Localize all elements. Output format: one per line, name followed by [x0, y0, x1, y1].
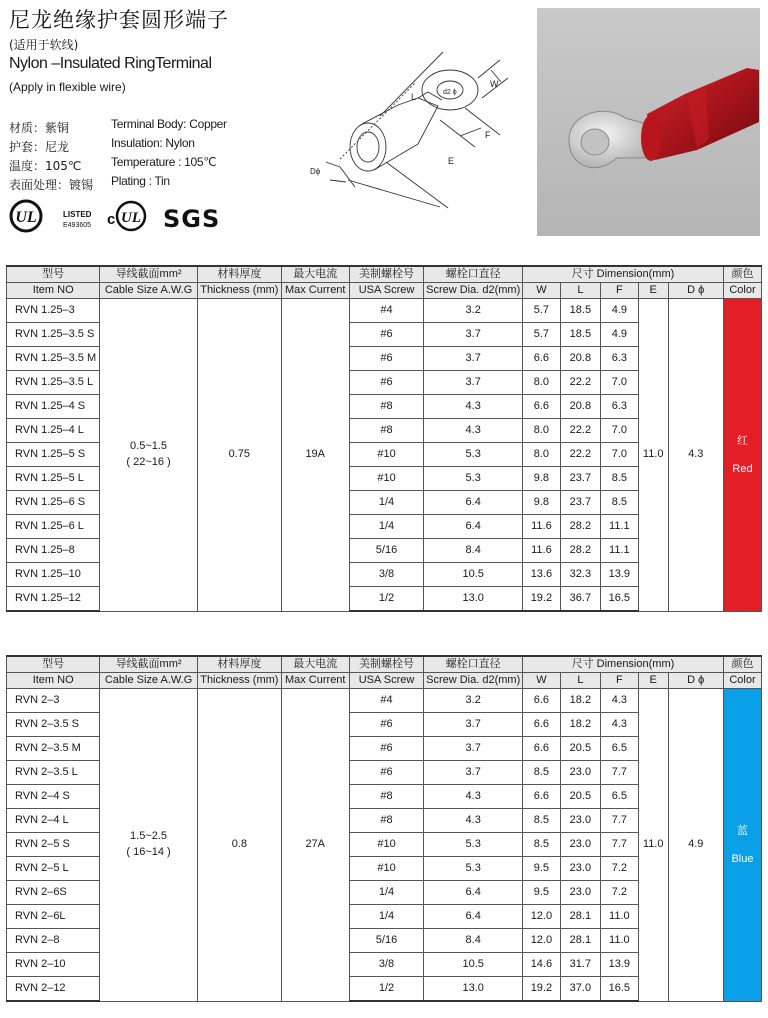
dim-w: 5.7: [522, 323, 560, 347]
usa-screw: 5/16: [349, 539, 424, 563]
dim-f: 16.5: [600, 587, 638, 612]
dim-l: 22.2: [560, 443, 600, 467]
table-row: [7, 299, 762, 323]
dim-l: 18.5: [560, 299, 600, 323]
dim-f: 7.7: [600, 809, 638, 833]
usa-screw: #8: [349, 809, 424, 833]
screw-diameter: 5.3: [424, 467, 522, 491]
dim-l: 18.2: [560, 689, 600, 713]
header-thickness-en: Thickness (mm): [197, 283, 281, 299]
cable-size-cell: [100, 299, 197, 612]
header-dia-en: Screw Dia. d2(mm): [424, 673, 522, 689]
header-current-en: Max Current: [281, 673, 349, 689]
header-color-en: Color: [723, 283, 761, 299]
usa-screw: #10: [349, 467, 424, 491]
usa-screw: #4: [349, 689, 424, 713]
item-number: RVN 2–5 S: [7, 833, 100, 857]
item-number: RVN 1.25–5 S: [7, 443, 100, 467]
dim-l: 37.0: [560, 977, 600, 1002]
screw-diameter: 3.7: [424, 737, 522, 761]
item-number: RVN 1.25–3.5 S: [7, 323, 100, 347]
header-color-en: Color: [723, 673, 761, 689]
item-number: RVN 1.25–6 L: [7, 515, 100, 539]
header-item-cn: 型号: [7, 656, 100, 673]
dim-w: 8.0: [522, 419, 560, 443]
header-current-cn: 最大电流: [281, 266, 349, 283]
header-d: D ϕ: [668, 673, 723, 689]
dim-w: 12.0: [522, 905, 560, 929]
dim-w: 6.6: [522, 785, 560, 809]
usa-screw: 1/4: [349, 515, 424, 539]
dim-d-cell: 4.3: [668, 299, 723, 612]
page-title-cn: 尼龙绝缘护套圆形端子: [9, 8, 229, 32]
dim-l: 23.7: [560, 467, 600, 491]
header-cable-en: Cable Size A.W.G: [100, 283, 197, 299]
header-l: L: [560, 283, 600, 299]
header-thickness-en: Thickness (mm): [197, 673, 281, 689]
dim-f: 7.0: [600, 443, 638, 467]
item-number: RVN 2–3.5 M: [7, 737, 100, 761]
screw-diameter: 5.3: [424, 833, 522, 857]
usa-screw: 3/8: [349, 563, 424, 587]
dim-w: 8.5: [522, 833, 560, 857]
screw-diameter: 13.0: [424, 587, 522, 612]
item-number: RVN 1.25–3.5 M: [7, 347, 100, 371]
spec-table-red: [6, 265, 762, 612]
dim-f: 13.9: [600, 563, 638, 587]
max-current-cell: 19A: [281, 299, 349, 612]
screw-diameter: 3.7: [424, 371, 522, 395]
dim-e-cell: 11.0: [638, 299, 668, 612]
item-number: RVN 1.25–10: [7, 563, 100, 587]
header-e: E: [638, 283, 668, 299]
listed-number: E493605: [63, 222, 92, 229]
dim-w: 8.5: [522, 761, 560, 785]
item-number: RVN 2–8: [7, 929, 100, 953]
dim-l: 28.1: [560, 929, 600, 953]
header-w: W: [522, 673, 560, 689]
dim-l: 28.1: [560, 905, 600, 929]
header-f: F: [600, 283, 638, 299]
dim-l: 22.2: [560, 419, 600, 443]
dim-f: 4.3: [600, 713, 638, 737]
dim-f: 4.3: [600, 689, 638, 713]
item-number: RVN 2–6S: [7, 881, 100, 905]
screw-diameter: 5.3: [424, 857, 522, 881]
dim-f: 11.0: [600, 929, 638, 953]
dim-l: 20.8: [560, 347, 600, 371]
header-cable-cn: 导线截面mm²: [100, 266, 197, 283]
screw-diameter: 4.3: [424, 785, 522, 809]
dim-f: 4.9: [600, 323, 638, 347]
dim-l: 23.0: [560, 833, 600, 857]
item-number: RVN 2–3.5 S: [7, 713, 100, 737]
dim-w: 6.6: [522, 689, 560, 713]
dim-f: 4.9: [600, 299, 638, 323]
dim-l: 18.2: [560, 713, 600, 737]
thickness-cell: 0.75: [197, 299, 281, 612]
dim-w: 8.0: [522, 443, 560, 467]
item-number: RVN 1.25–4 L: [7, 419, 100, 443]
dim-w: 11.6: [522, 539, 560, 563]
header-d: D ϕ: [668, 283, 723, 299]
header-screw-en: USA Screw: [349, 283, 424, 299]
header-w: W: [522, 283, 560, 299]
header-current-cn: 最大电流: [281, 656, 349, 673]
dim-f: 7.7: [600, 833, 638, 857]
header-dia-cn: 螺栓口直径: [424, 656, 522, 673]
screw-diameter: 6.4: [424, 515, 522, 539]
dim-f: 7.0: [600, 419, 638, 443]
header-thickness-cn: 材料厚度: [197, 656, 281, 673]
dim-l: 20.5: [560, 785, 600, 809]
usa-screw: 3/8: [349, 953, 424, 977]
diagram-label-w: W: [490, 79, 499, 89]
dim-w: 6.6: [522, 737, 560, 761]
usa-screw: 1/2: [349, 977, 424, 1002]
page-subtitle-cn: (适用于软线): [9, 38, 79, 52]
spec-table-blue: [6, 655, 762, 1002]
dim-l: 28.2: [560, 515, 600, 539]
dim-l: 23.0: [560, 761, 600, 785]
spec-temperature-en: Temperature : 105℃: [111, 155, 217, 169]
usa-screw: 1/4: [349, 905, 424, 929]
sgs-logo: SGS: [163, 205, 221, 233]
usa-screw: #6: [349, 347, 424, 371]
spec-insulation-en: Insulation: Nylon: [111, 136, 195, 150]
usa-screw: #6: [349, 737, 424, 761]
header-dia-cn: 螺栓口直径: [424, 266, 522, 283]
dim-f: 8.5: [600, 491, 638, 515]
dim-l: 36.7: [560, 587, 600, 612]
cable-size-cell: [100, 689, 197, 1002]
screw-diameter: 3.7: [424, 323, 522, 347]
dim-f: 6.3: [600, 347, 638, 371]
color-label-en: Red: [732, 462, 753, 475]
dim-w: 6.6: [522, 347, 560, 371]
dim-w: 19.2: [522, 977, 560, 1002]
item-number: RVN 2–12: [7, 977, 100, 1002]
color-label-en: Blue: [731, 852, 754, 865]
item-number: RVN 1.25–3: [7, 299, 100, 323]
dim-w: 6.6: [522, 713, 560, 737]
dim-w: 9.8: [522, 491, 560, 515]
dim-l: 32.3: [560, 563, 600, 587]
dim-f: 7.0: [600, 371, 638, 395]
dim-l: 23.0: [560, 857, 600, 881]
item-number: RVN 1.25–8: [7, 539, 100, 563]
page-subtitle-en: (Apply in flexible wire): [9, 80, 126, 94]
screw-diameter: 10.5: [424, 563, 522, 587]
screw-diameter: 4.3: [424, 395, 522, 419]
dim-f: 7.7: [600, 761, 638, 785]
dim-w: 8.0: [522, 371, 560, 395]
cul-logo: [107, 202, 145, 230]
header-dimension: 尺寸 Dimension(mm): [522, 656, 723, 673]
dim-f: 7.2: [600, 857, 638, 881]
dim-l: 20.5: [560, 737, 600, 761]
header-dimension: 尺寸 Dimension(mm): [522, 266, 723, 283]
dim-f: 13.9: [600, 953, 638, 977]
page-title-en: Nylon –Insulated RingTerminal: [9, 55, 212, 72]
item-number: RVN 2–3.5 L: [7, 761, 100, 785]
color-swatch-cell: [723, 299, 761, 612]
header-item-en: Item NO: [7, 673, 100, 689]
max-current-cell: 27A: [281, 689, 349, 1002]
dim-f: 11.1: [600, 515, 638, 539]
usa-screw: #6: [349, 323, 424, 347]
usa-screw: #8: [349, 785, 424, 809]
usa-screw: #10: [349, 857, 424, 881]
header-cable-en: Cable Size A.W.G: [100, 673, 197, 689]
header-current-en: Max Current: [281, 283, 349, 299]
dim-w: 12.0: [522, 929, 560, 953]
item-number: RVN 2–4 L: [7, 809, 100, 833]
header-f: F: [600, 673, 638, 689]
dim-l: 22.2: [560, 371, 600, 395]
screw-diameter: 3.2: [424, 299, 522, 323]
spec-material-cn: 材质：紫铜: [9, 121, 70, 135]
spec-plating-en: Plating : Tin: [111, 174, 170, 188]
screw-diameter: 3.7: [424, 761, 522, 785]
header-color-cn: 颜色: [723, 656, 761, 673]
screw-diameter: 6.4: [424, 491, 522, 515]
header-screw-cn: 美制螺栓号: [349, 266, 424, 283]
listed-text: LISTED: [63, 210, 92, 219]
dim-f: 8.5: [600, 467, 638, 491]
usa-screw: #6: [349, 761, 424, 785]
usa-screw: #10: [349, 443, 424, 467]
usa-screw: 1/2: [349, 587, 424, 612]
header-screw-en: USA Screw: [349, 673, 424, 689]
diagram-label-d: Dϕ: [310, 167, 321, 176]
usa-screw: #8: [349, 419, 424, 443]
screw-diameter: 8.4: [424, 929, 522, 953]
terminal-dimension-diagram: [300, 12, 530, 237]
screw-diameter: 8.4: [424, 539, 522, 563]
dim-f: 6.5: [600, 737, 638, 761]
dim-w: 14.6: [522, 953, 560, 977]
spec-temperature-cn: 温度：105℃: [9, 159, 82, 173]
cable-size-awg: ( 22~16 ): [126, 456, 171, 469]
cul-logo-text: UL: [121, 210, 141, 226]
item-number: RVN 1.25–6 S: [7, 491, 100, 515]
screw-diameter: 6.4: [424, 905, 522, 929]
dim-w: 6.6: [522, 395, 560, 419]
dim-l: 23.0: [560, 809, 600, 833]
usa-screw: #6: [349, 371, 424, 395]
dim-w: 19.2: [522, 587, 560, 612]
header-item-en: Item NO: [7, 283, 100, 299]
item-number: RVN 1.25–4 S: [7, 395, 100, 419]
screw-diameter: 13.0: [424, 977, 522, 1002]
dim-w: 9.5: [522, 881, 560, 905]
header-color-cn: 颜色: [723, 266, 761, 283]
screw-diameter: 3.2: [424, 689, 522, 713]
screw-diameter: 3.7: [424, 713, 522, 737]
dim-w: 5.7: [522, 299, 560, 323]
header-l: L: [560, 673, 600, 689]
ul-logo-text: UL: [15, 209, 37, 226]
screw-diameter: 3.7: [424, 347, 522, 371]
spec-material-en: Terminal Body: Copper: [111, 117, 227, 131]
dim-l: 23.0: [560, 881, 600, 905]
thickness-cell: 0.8: [197, 689, 281, 1002]
header-screw-cn: 美制螺栓号: [349, 656, 424, 673]
item-number: RVN 1.25–12: [7, 587, 100, 612]
dim-l: 18.5: [560, 323, 600, 347]
screw-diameter: 10.5: [424, 953, 522, 977]
cable-size-range: 0.5~1.5: [130, 440, 168, 453]
item-number: RVN 1.25–5 L: [7, 467, 100, 491]
table-row: [7, 689, 762, 713]
item-number: RVN 2–4 S: [7, 785, 100, 809]
diagram-label-d2: d2 ϕ: [443, 89, 457, 96]
cable-size-range: 1.5~2.5: [130, 830, 168, 843]
dim-d-cell: 4.9: [668, 689, 723, 1002]
dim-f: 16.5: [600, 977, 638, 1002]
diagram-label-l: L: [411, 92, 417, 102]
header-e: E: [638, 673, 668, 689]
dim-e-cell: 11.0: [638, 689, 668, 1002]
usa-screw: #8: [349, 395, 424, 419]
screw-diameter: 5.3: [424, 443, 522, 467]
item-number: RVN 2–10: [7, 953, 100, 977]
spec-plating-cn: 表面处理：镀锡: [9, 178, 94, 192]
usa-screw: 1/4: [349, 881, 424, 905]
header-thickness-cn: 材料厚度: [197, 266, 281, 283]
cable-size-awg: ( 16~14 ): [126, 846, 171, 859]
dim-l: 31.7: [560, 953, 600, 977]
screw-diameter: 4.3: [424, 419, 522, 443]
dim-f: 7.2: [600, 881, 638, 905]
dim-w: 8.5: [522, 809, 560, 833]
dim-f: 11.0: [600, 905, 638, 929]
dim-w: 11.6: [522, 515, 560, 539]
color-label-cn: 红: [736, 434, 748, 447]
dim-l: 20.8: [560, 395, 600, 419]
dim-w: 9.5: [522, 857, 560, 881]
dim-f: 6.3: [600, 395, 638, 419]
screw-diameter: 6.4: [424, 881, 522, 905]
header-item-cn: 型号: [7, 266, 100, 283]
header-dia-en: Screw Dia. d2(mm): [424, 283, 522, 299]
item-number: RVN 2–3: [7, 689, 100, 713]
certification-logos: [9, 198, 239, 238]
dim-f: 11.1: [600, 539, 638, 563]
usa-screw: 5/16: [349, 929, 424, 953]
color-swatch-cell: [723, 689, 761, 1002]
dim-w: 13.6: [522, 563, 560, 587]
dim-w: 9.8: [522, 467, 560, 491]
usa-screw: 1/4: [349, 491, 424, 515]
spec-insulation-cn: 护套：尼龙: [9, 140, 70, 154]
dim-l: 28.2: [560, 539, 600, 563]
dim-l: 23.7: [560, 491, 600, 515]
usa-screw: #10: [349, 833, 424, 857]
dim-f: 6.5: [600, 785, 638, 809]
diagram-label-e: E: [448, 156, 455, 166]
cul-c-text: c: [107, 211, 116, 228]
product-photo: [537, 8, 760, 236]
usa-screw: #6: [349, 713, 424, 737]
ul-logo: [11, 201, 41, 231]
item-number: RVN 2–6L: [7, 905, 100, 929]
usa-screw: #4: [349, 299, 424, 323]
screw-diameter: 4.3: [424, 809, 522, 833]
item-number: RVN 1.25–3.5 L: [7, 371, 100, 395]
diagram-label-f: F: [485, 130, 491, 140]
color-label-cn: 蓝: [736, 824, 748, 837]
header-cable-cn: 导线截面mm²: [100, 656, 197, 673]
item-number: RVN 2–5 L: [7, 857, 100, 881]
